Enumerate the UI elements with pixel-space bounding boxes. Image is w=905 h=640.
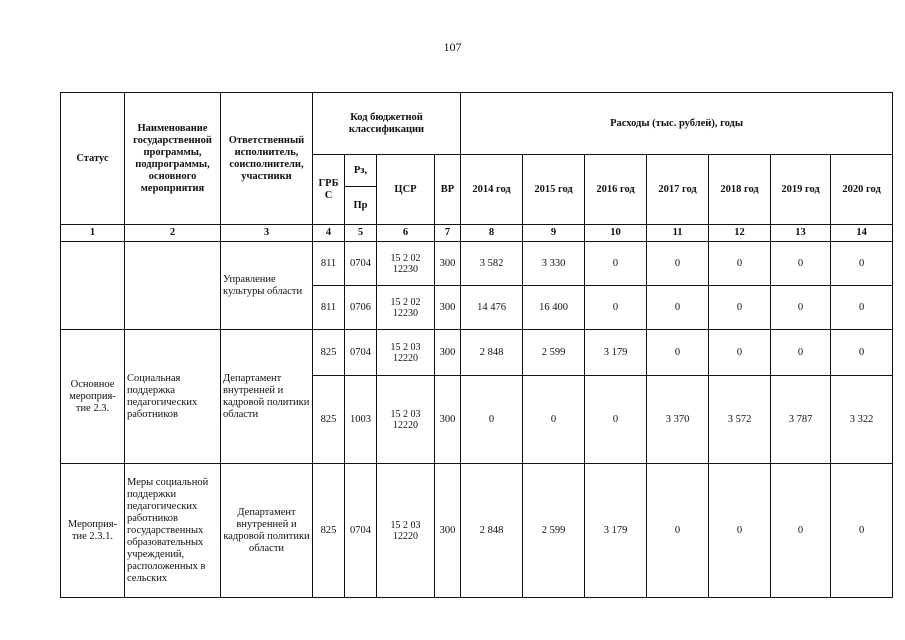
header-year-2014: 2014 год [461, 155, 523, 225]
col-index: 7 [435, 225, 461, 242]
cell-value: 0 [523, 376, 585, 464]
cell-vr: 300 [435, 376, 461, 464]
header-year-2016: 2016 год [585, 155, 647, 225]
cell-value: 14 476 [461, 286, 523, 330]
cell-value: 0 [709, 330, 771, 376]
table-row [61, 330, 893, 376]
cell-value: 3 582 [461, 242, 523, 286]
row-status: Мероприя-тие 2.3.1. [61, 464, 125, 598]
header-expenses: Расходы (тыс. рублей), годы [461, 93, 893, 155]
cell-value: 3 179 [585, 330, 647, 376]
cell-value: 0 [771, 464, 831, 598]
header-year-2018: 2018 год [709, 155, 771, 225]
cell-csr: 15 2 02 12230 [377, 242, 435, 286]
cell-value: 0 [647, 286, 709, 330]
cell-value: 0 [831, 464, 893, 598]
cell-value: 3 787 [771, 376, 831, 464]
col-index: 14 [831, 225, 893, 242]
cell-value: 0 [831, 330, 893, 376]
cell-rzpr: 0704 [345, 242, 377, 286]
page-number: 107 [443, 40, 462, 54]
header-year-2019: 2019 год [771, 155, 831, 225]
cell-rzpr: 1003 [345, 376, 377, 464]
col-index: 11 [647, 225, 709, 242]
cell-value: 2 599 [523, 330, 585, 376]
col-index: 8 [461, 225, 523, 242]
header-year-2020: 2020 год [831, 155, 893, 225]
cell-rzpr: 0706 [345, 286, 377, 330]
cell-rzpr: 0704 [345, 330, 377, 376]
col-index: 12 [709, 225, 771, 242]
cell-value: 0 [771, 286, 831, 330]
cell-csr: 15 2 03 12220 [377, 464, 435, 598]
header-status: Статус [61, 93, 125, 225]
cell-value: 0 [647, 464, 709, 598]
header-csr: ЦСР [377, 155, 435, 225]
col-index: 6 [377, 225, 435, 242]
cell-value: 0 [831, 286, 893, 330]
row-executor: Управление культуры области [221, 242, 313, 330]
cell-value: 0 [461, 376, 523, 464]
cell-grbs: 825 [313, 376, 345, 464]
cell-value: 0 [771, 242, 831, 286]
cell-value: 2 599 [523, 464, 585, 598]
col-index: 1 [61, 225, 125, 242]
cell-value: 2 848 [461, 330, 523, 376]
header-executor: Ответственный исполнитель, соисполнители, участники [221, 93, 313, 225]
cell-value: 0 [709, 464, 771, 598]
cell-csr: 15 2 03 12220 [377, 376, 435, 464]
cell-vr: 300 [435, 464, 461, 598]
col-index: 10 [585, 225, 647, 242]
row-status: Основное мероприя-тие 2.3. [61, 330, 125, 464]
col-index: 4 [313, 225, 345, 242]
row-name: Меры социальной поддержки педагогических работников государственных образовательных учреждений, расположенных в сельских [125, 464, 221, 598]
cell-vr: 300 [435, 242, 461, 286]
col-index: 13 [771, 225, 831, 242]
cell-value: 0 [585, 242, 647, 286]
cell-value: 0 [709, 286, 771, 330]
header-budget-code: Код бюджетной классификации [313, 93, 461, 155]
cell-value: 0 [585, 286, 647, 330]
row-executor: Департамент внутренней и кадровой политики области [221, 464, 313, 598]
table-row [61, 464, 893, 598]
header-year-2015: 2015 год [523, 155, 585, 225]
cell-value: 0 [709, 242, 771, 286]
cell-value: 0 [831, 242, 893, 286]
header-rz: Рз, [345, 155, 377, 187]
cell-vr: 300 [435, 330, 461, 376]
cell-value: 0 [585, 376, 647, 464]
row-status [61, 242, 125, 330]
cell-rzpr: 0704 [345, 464, 377, 598]
cell-value: 3 179 [585, 464, 647, 598]
cell-value: 2 848 [461, 464, 523, 598]
cell-value: 16 400 [523, 286, 585, 330]
row-name [125, 242, 221, 330]
header-year-2017: 2017 год [647, 155, 709, 225]
cell-grbs: 825 [313, 464, 345, 598]
col-index: 9 [523, 225, 585, 242]
header-vr: ВР [435, 155, 461, 225]
header-pr: Пр [345, 187, 377, 225]
cell-value: 0 [647, 242, 709, 286]
cell-value: 3 330 [523, 242, 585, 286]
cell-value: 3 322 [831, 376, 893, 464]
cell-value: 0 [647, 330, 709, 376]
header-grbs: ГРБ С [313, 155, 345, 225]
cell-value: 0 [771, 330, 831, 376]
row-executor: Департамент внутренней и кадровой политики области [221, 330, 313, 464]
cell-vr: 300 [435, 286, 461, 330]
budget-table [60, 92, 893, 598]
row-name: Социальная поддержка педагогических работников [125, 330, 221, 464]
cell-grbs: 811 [313, 286, 345, 330]
header-name: Наименование государственной программы, подпрограммы, основного мероприятия [125, 93, 221, 225]
cell-csr: 15 2 02 12230 [377, 286, 435, 330]
cell-grbs: 825 [313, 330, 345, 376]
cell-value: 3 572 [709, 376, 771, 464]
col-index: 3 [221, 225, 313, 242]
cell-value: 3 370 [647, 376, 709, 464]
cell-csr: 15 2 03 12220 [377, 330, 435, 376]
col-index: 2 [125, 225, 221, 242]
col-index: 5 [345, 225, 377, 242]
table-row [61, 242, 893, 286]
cell-grbs: 811 [313, 242, 345, 286]
